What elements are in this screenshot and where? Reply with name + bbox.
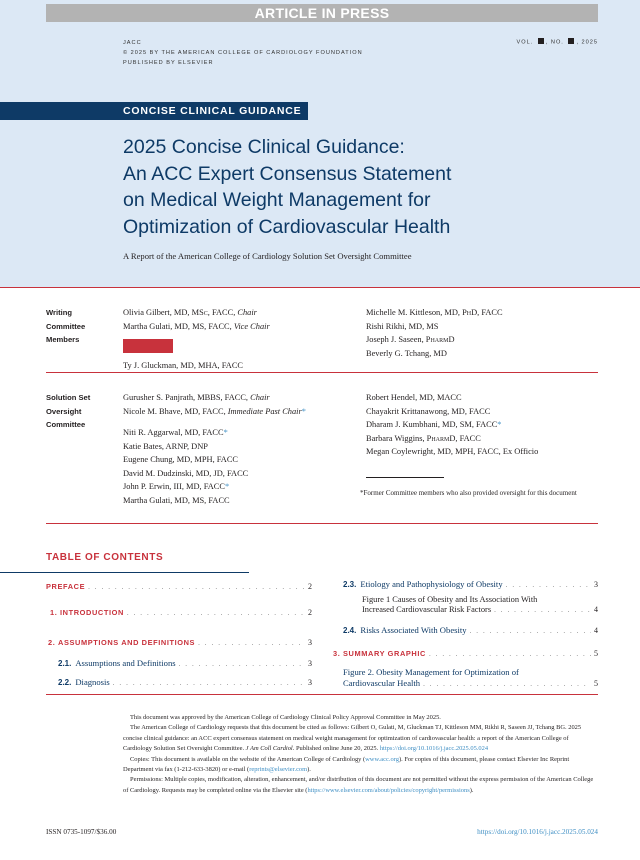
doi-link[interactable]: https://doi.org/10.1016/j.jacc.2025.05.024: [477, 828, 598, 836]
member-name: Martha Gulati, MD, MS, FACC, Vice Chair: [123, 321, 270, 331]
number-placeholder-square: [568, 38, 574, 44]
member-name: Niti R. Aggarwal, MD, FACC*: [123, 428, 228, 437]
permissions-link[interactable]: https://www.elsevier.com/about/policies/copyright/permissions: [307, 786, 470, 794]
section-banner: [0, 102, 308, 120]
acc-website-link[interactable]: www.acc.org: [365, 755, 399, 763]
member-name: Joseph J. Saseen, PharmD: [366, 335, 455, 344]
permissions-note: Permissions: Multiple copies, modification, alteration, enhancement, and/or distribution of this document are not permitted without the express permission of the American College of Cardiology. Requests may be completed online via the Elsevier site (https://www.elsevier.com/about/policies/copyright/permissions).: [123, 776, 594, 794]
member-name: Olivia Gilbert, MD, MSc, FACC, Chair: [123, 308, 257, 317]
member-name: John P. Erwin, III, MD, FACC*: [123, 482, 230, 491]
toc-item-2-2[interactable]: 2.2. Diagnosis . . . 3: [58, 677, 312, 687]
toc-item-introduction[interactable]: 1. INTRODUCTION . . . 2: [50, 608, 312, 617]
banner-label: CONCISE CLINICAL GUIDANCE: [123, 105, 302, 117]
volume-placeholder-square: [538, 38, 544, 44]
year-label: , 2025: [576, 39, 598, 46]
member-name: Beverly G. Tchang, MD: [366, 348, 447, 358]
citation-note: The American College of Cardiology requests that this document be cited as follows: Gilbert O, Gulati, M, Gluckman TJ, Kittleson MM, Rikhi R, Saseen JJ, Tchang BG. 2025 concise clinical guidance: an ACC expert consensus statement on medical weight management for optimization of cardiovascular health: a report of the American College of Cardiology Solution Set Oversight Committee. J Am Coll Cardiol. Published online June 20, 2025. https://doi.org/10.1016/j.jacc.2025.05.024: [123, 724, 582, 753]
member-name: Katie Bates, ARNP, DNP: [123, 441, 208, 451]
member-name: Michelle M. Kittleson, MD, PhD, FACC: [366, 308, 503, 317]
member-name: Nicole M. Bhave, MD, FACC, Immediate Past Chair*: [123, 406, 306, 416]
publisher-line: PUBLISHED BY ELSEVIER: [123, 60, 214, 66]
toc-item-figure-1[interactable]: Increased Cardiovascular Risk Factors . . . 4: [362, 605, 598, 614]
toc-item-2-1[interactable]: 2.1. Assumptions and Definitions . . . 3: [58, 658, 312, 668]
volume-info: [517, 38, 599, 46]
member-name: Eugene Chung, MD, MPH, FACC: [123, 455, 239, 464]
label-line: Oversight: [46, 406, 82, 416]
toc-heading: TABLE OF CONTENTS: [46, 552, 164, 563]
reprints-email-link[interactable]: reprints@elsevier.com: [249, 766, 308, 774]
oversight-committee-right: [366, 391, 538, 459]
toc-item-2-4[interactable]: 2.4. Risks Associated With Obesity . . . 4: [343, 625, 598, 635]
label-line: Solution Set: [46, 393, 91, 402]
approval-note: This document was approved by the American College of Cardiology Clinical Policy Approval Committee in May 2025.: [130, 714, 441, 721]
toc-item-2-3[interactable]: 2.3. Etiology and Pathophysiology of Obesity . . . 3: [343, 579, 598, 589]
member-name: Dharam J. Kumbhani, MD, SM, FACC*: [366, 420, 502, 429]
issn-text: ISSN 0735-1097/$36.00: [46, 828, 117, 836]
member-name: Gurusher S. Panjrath, MBBS, FACC, Chair: [123, 393, 270, 402]
article-subtitle: A Report of the American College of Cardiology Solution Set Oversight Committee: [123, 251, 412, 261]
citation-doi-link[interactable]: https://doi.org/10.1016/j.jacc.2025.05.024: [379, 745, 489, 753]
member-name: Chayakrit Krittanawong, MD, FACC: [366, 406, 491, 416]
separator: [123, 339, 173, 353]
member-name: Megan Coylewright, MD, MPH, FACC, Ex Officio: [366, 447, 539, 456]
divider: [46, 523, 598, 524]
footnote-rule: [366, 477, 444, 478]
member-name: David M. Dudzinski, MD, JD, FACC: [123, 468, 249, 478]
journal-info: [123, 38, 363, 68]
title-line: Optimization of Cardiovascular Health: [123, 215, 451, 238]
toc-item-preface[interactable]: PREFACE . . . 2: [46, 582, 312, 591]
number-label: , NO.: [545, 39, 564, 46]
front-matter-notes: [123, 713, 598, 796]
label-line: Committee: [46, 321, 86, 331]
toc-item-figure-2[interactable]: Cardiovascular Health . . . 5: [343, 678, 598, 688]
label-line: Members: [46, 335, 80, 344]
label-line: Committee: [46, 420, 86, 429]
writing-committee-right: [366, 306, 503, 360]
article-title: [123, 134, 603, 240]
title-line: An ACC Expert Consensus Statement: [123, 162, 452, 185]
oversight-committee-label: [46, 391, 90, 432]
journal-name: JACC: [123, 40, 142, 46]
toc-item-figure-2-line[interactable]: Figure 2. Obesity Management for Optimization of: [343, 667, 519, 677]
member-name: Martha Gulati, MD, MS, FACC: [123, 495, 230, 505]
member-name: Rishi Rikhi, MD, MS: [366, 321, 439, 331]
writing-committee-left: [123, 306, 270, 372]
article-in-press-bar: ARTICLE IN PRESS: [46, 4, 598, 22]
oversight-footnote: *Former Committee members who also provided oversight for this document: [360, 489, 577, 497]
toc-heading-underline: [0, 572, 249, 573]
divider: [46, 694, 598, 695]
member-name: Robert Hendel, MD, MACC: [366, 393, 462, 402]
toc-item-summary-graphic[interactable]: 3. SUMMARY GRAPHIC . . . 5: [333, 649, 598, 658]
title-line: on Medical Weight Management for: [123, 189, 431, 211]
writing-committee-label: [46, 306, 85, 347]
member-name: Ty J. Gluckman, MD, MHA, FACC: [123, 360, 243, 370]
toc-item-assumptions[interactable]: 2. ASSUMPTIONS AND DEFINITIONS . . . 3: [48, 638, 312, 647]
copyright-line: © 2025 BY THE AMERICAN COLLEGE OF CARDIOLOGY FOUNDATION: [123, 50, 363, 56]
divider: [46, 372, 598, 373]
copies-note: Copies: This document is available on the website of the American College of Cardiology (www.acc.org). For copies of this document, please contact Elsevier Inc Reprint Department via fax (1-212-633-3820) or e-mail (reprints@elsevier.com).: [123, 755, 570, 774]
member-name: Barbara Wiggins, PharmD, FACC: [366, 433, 481, 443]
oversight-committee-left: [123, 391, 306, 507]
label-line: Writing: [46, 308, 73, 317]
title-line: 2025 Concise Clinical Guidance:: [123, 136, 405, 158]
toc-item-figure-1-line[interactable]: Figure 1 Causes of Obesity and Its Association With: [362, 595, 538, 604]
volume-label: VOL.: [516, 39, 534, 46]
divider: [0, 287, 640, 288]
